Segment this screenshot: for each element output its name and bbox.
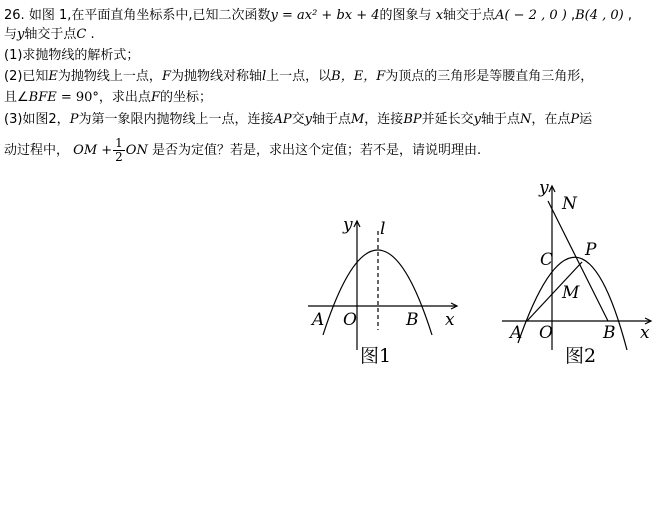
text-fragment: ，连接: [364, 112, 404, 127]
point-p: P: [570, 112, 580, 127]
fig2-line-bn: [548, 201, 608, 321]
segment-ap: AP: [273, 112, 292, 127]
quadratic-function: y = ax² + bx + 4: [270, 8, 380, 23]
expr-om: OM +: [73, 143, 113, 158]
fig2-label-c: C: [540, 250, 554, 270]
point-c: C: [76, 27, 87, 42]
y-variable: y: [304, 112, 312, 127]
text-fragment: = 90°，求出点: [56, 90, 151, 105]
part-1: (1)求抛物线的解析式；: [4, 48, 140, 63]
figure-2-caption: 图2: [565, 345, 597, 367]
text-fragment: 为抛物线上一点，: [57, 69, 162, 84]
axis-l: l: [261, 69, 267, 84]
fig2-label-m: M: [562, 283, 580, 303]
text-fragment: (2)已知: [4, 69, 49, 84]
fig1-label-o: O: [343, 310, 357, 330]
y-variable: y: [473, 112, 481, 127]
text-fragment: 轴于点: [311, 112, 351, 127]
text-fragment: 的坐标；: [159, 90, 212, 105]
text-fragment: 为第一象限内抛物线上一点，连接: [78, 112, 274, 127]
text-fragment: .: [86, 27, 95, 42]
problem-number: 26.: [4, 8, 25, 23]
text-fragment: 轴于点: [481, 112, 521, 127]
fig1-label-x: x: [445, 310, 455, 330]
segment-bp: BP: [403, 112, 422, 127]
point-b: B(4 , 0): [575, 8, 624, 23]
fig2-label-x: x: [640, 323, 650, 343]
text-fragment: 与: [4, 27, 18, 42]
triangle-vertices: B，E，F: [331, 69, 386, 84]
fig2-label-p: P: [585, 240, 597, 260]
text-fragment: (3)如图2，: [4, 112, 70, 127]
problem-intro-text: 如图 1,在平面直角坐标系中,已知二次函数: [28, 8, 271, 23]
point-f: F: [161, 69, 171, 84]
x-variable: x: [435, 8, 444, 23]
fig2-label-y: y: [539, 178, 549, 198]
fig2-label-o: O: [539, 323, 553, 343]
text-fragment: 交: [291, 112, 305, 127]
text-fragment: ，在点: [531, 112, 571, 127]
fig1-label-b: B: [406, 310, 419, 330]
text-fragment: 为抛物线对称轴: [170, 69, 262, 84]
point-e: E: [48, 69, 58, 84]
fig1-label-y: y: [343, 215, 353, 235]
text-fragment: 运: [579, 112, 593, 127]
text-fragment: 轴交于点: [443, 8, 496, 23]
point-p: P: [69, 112, 79, 127]
point-a: A( − 2 , 0 ): [495, 8, 567, 23]
text-fragment: 是否为定值？若是，求出这个定值；若不是，请说明理由.: [151, 143, 482, 158]
fraction-numerator: 1: [115, 136, 123, 150]
text-fragment: ,: [623, 8, 632, 23]
fig2-label-n: N: [562, 194, 577, 214]
fig2-label-a: A: [510, 323, 523, 343]
figure-1-graphic: [308, 221, 457, 350]
text-fragment: 轴交于点: [24, 27, 77, 42]
fig1-label-a: A: [312, 310, 325, 330]
angle-bfe: BFE: [28, 90, 57, 105]
expr-on: ON: [125, 143, 148, 158]
point-n: N: [520, 112, 532, 127]
fraction-denominator: 2: [115, 150, 123, 164]
text-fragment: 为顶点的三角形是等腰直角三角形，: [385, 69, 594, 84]
point-f: F: [150, 90, 160, 105]
text-fragment: 且∠: [4, 90, 29, 105]
fig2-label-b: B: [603, 323, 616, 343]
text-fragment: 并延长交: [421, 112, 474, 127]
text-fragment: 上一点，以: [266, 69, 332, 84]
text-fragment: ,: [566, 8, 576, 23]
y-variable: y: [17, 27, 25, 42]
text-fragment: 的图象与: [379, 8, 432, 23]
fig1-label-l: l: [380, 219, 386, 239]
text-fragment: 动过程中，: [4, 143, 70, 158]
point-m: M: [350, 112, 365, 127]
figure-1-caption: 图1: [360, 345, 392, 367]
